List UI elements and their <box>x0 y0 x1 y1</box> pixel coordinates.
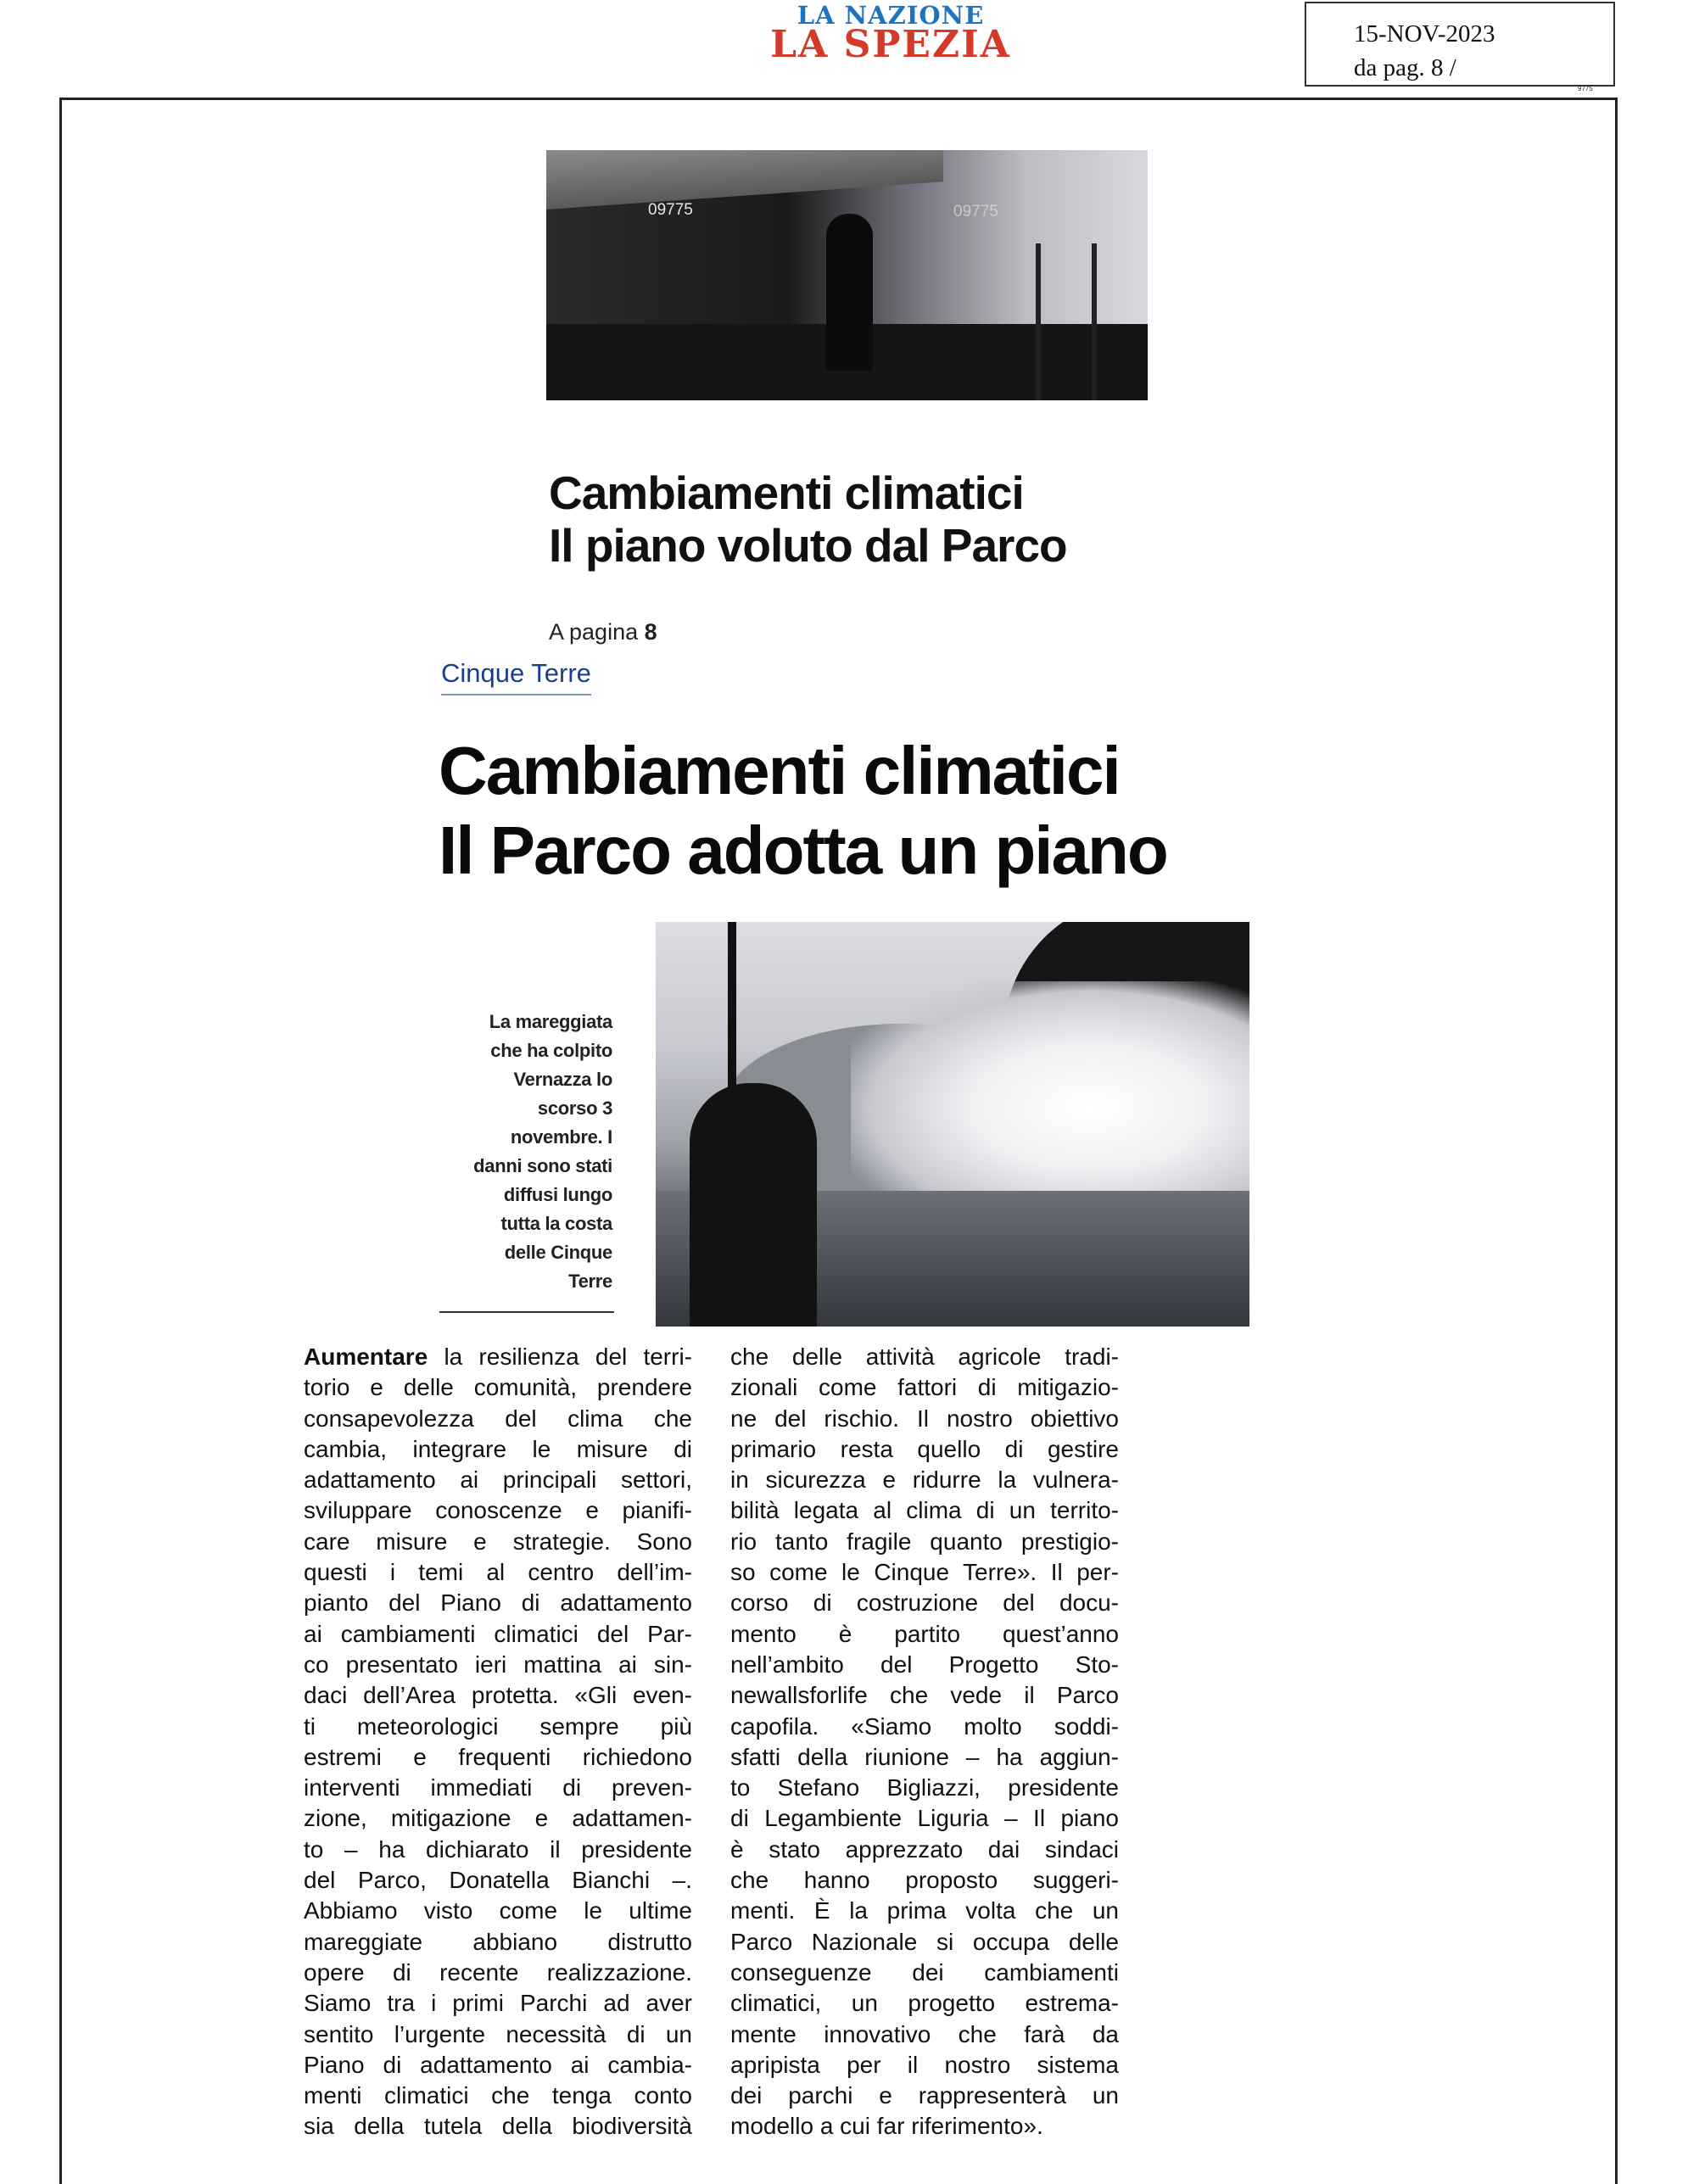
photo-boat-hull <box>546 150 943 209</box>
body-line: bilità legata al clima di un territo- <box>730 1497 1119 1524</box>
article-body-column-left <box>304 1342 692 2142</box>
page-pointer-number: 8 <box>644 619 657 645</box>
body-line: Siamo tra i primi Parchi ad aver <box>304 1990 692 2017</box>
body-line: sia della tutela della biodiversità <box>304 2113 692 2140</box>
body-line: sviluppare conoscenze e pianifi- <box>304 1497 692 1524</box>
body-line: pianto del Piano di adattamento <box>304 1589 692 1617</box>
lead-word: Aumentare <box>304 1343 428 1370</box>
body-line: questi i temi al centro dell’im- <box>304 1559 692 1586</box>
publication-date: 15-NOV-2023 <box>1354 20 1495 47</box>
body-line: zionali come fattori di mitigazio- <box>730 1374 1119 1401</box>
headline-line-2: Il Parco adotta un piano <box>439 813 1167 888</box>
photo-railing <box>1036 243 1097 400</box>
photo-caption <box>433 1008 612 1296</box>
body-line: che hanno proposto suggeri- <box>730 1867 1119 1894</box>
photo-person-silhouette <box>826 214 873 371</box>
body-line: consapevolezza del clima che <box>304 1405 692 1432</box>
date-box <box>1305 2 1615 87</box>
body-line: Parco Nazionale si occupa delle <box>730 1928 1119 1955</box>
article-body-column-right <box>730 1342 1119 2142</box>
body-line: interventi immediati di preven- <box>304 1774 692 1801</box>
photo-storm-surge-vernazza <box>656 922 1249 1327</box>
photo-storm-pier <box>546 150 1148 400</box>
body-line: so come le Cinque Terre». Il per- <box>730 1559 1119 1586</box>
body-line: zione, mitigazione e adattamen- <box>304 1805 692 1832</box>
caption-line: che ha colpito <box>490 1040 612 1061</box>
masthead-top: LA NAZIONE <box>796 1 985 30</box>
newspaper-masthead <box>738 3 1043 64</box>
photo-wave-spray <box>851 981 1249 1210</box>
caption-line: novembre. I <box>510 1126 612 1148</box>
caption-line: La mareggiata <box>489 1011 612 1032</box>
body-line: mento è partito quest’anno <box>730 1620 1119 1647</box>
caption-line: Vernazza lo <box>513 1069 612 1090</box>
teaser-line-2: Il piano voluto dal Parco <box>549 519 1067 572</box>
body-line: to Stefano Bigliazzi, presidente <box>730 1774 1119 1801</box>
body-line: newallsforlife che vede il Parco <box>730 1682 1119 1709</box>
body-line: del Parco, Donatella Bianchi –. <box>304 1867 692 1894</box>
caption-line: danni sono stati <box>473 1155 612 1176</box>
article-headline <box>439 731 1167 891</box>
body-line: co presentato ieri mattina ai sin- <box>304 1651 692 1678</box>
body-line: daci dell’Area protetta. «Gli even- <box>304 1682 692 1709</box>
section-kicker: Cinque Terre <box>441 658 591 695</box>
clipping-code: 9775 <box>1578 85 1593 92</box>
photo-watermark: 09775 <box>648 201 693 219</box>
caption-line: diffusi lungo <box>503 1184 612 1205</box>
body-line: mente innovativo che farà da <box>730 2020 1119 2047</box>
body-line: di Legambiente Liguria – Il piano <box>730 1805 1119 1832</box>
body-line: che delle attività agricole tradi- <box>730 1343 1119 1370</box>
body-line: to – ha dichiarato il presidente <box>304 1835 692 1863</box>
body-line: dei parchi e rappresenterà un <box>730 2082 1119 2109</box>
body-line: nell’ambito del Progetto Sto- <box>730 1651 1119 1678</box>
body-line: sentito l’urgente necessità di un <box>304 2020 692 2047</box>
body-line: corso di costruzione del docu- <box>730 1589 1119 1617</box>
body-line: menti climatici che tenga conto <box>304 2082 692 2109</box>
body-line: Abbiamo visto come le ultime <box>304 1897 692 1924</box>
body-line: cambia, integrare le misure di <box>304 1435 692 1462</box>
body-line: sfatti della riunione – ha aggiun- <box>730 1743 1119 1770</box>
body-line: torio e delle comunità, prendere <box>304 1374 692 1401</box>
caption-line: tutta la costa <box>500 1213 612 1234</box>
headline-line-1: Cambiamenti climatici <box>439 733 1120 808</box>
body-line: ai cambiamenti climatici del Par- <box>304 1620 692 1647</box>
caption-line: scorso 3 <box>537 1098 612 1119</box>
caption-line: Terre <box>568 1271 612 1292</box>
body-line: estremi e frequenti richiedono <box>304 1743 692 1770</box>
body-line: ti meteorologici sempre più <box>304 1712 692 1740</box>
photo-watermark: 09775 <box>953 203 998 221</box>
masthead-bottom: LA SPEZIA <box>770 23 1011 66</box>
body-line: mareggiate abbiano distrutto <box>304 1928 692 1955</box>
body-line: in sicurezza e ridurre la vulnera- <box>730 1466 1119 1494</box>
body-line: climatici, un progetto estrema- <box>730 1990 1119 2017</box>
page-pointer-label: A pagina <box>549 619 639 645</box>
body-line: rio tanto fragile quanto prestigio- <box>730 1528 1119 1555</box>
body-line: è stato apprezzato dai sindaci <box>730 1835 1119 1863</box>
caption-divider <box>439 1311 614 1313</box>
body-line: opere di recente realizzazione. <box>304 1958 692 1986</box>
body-line: modello a cui far riferimento». <box>730 2113 1043 2140</box>
photo-person-silhouette <box>690 1083 817 1327</box>
body-line: ne del rischio. Il nostro obiettivo <box>730 1405 1119 1432</box>
body-line: care misure e strategie. Sono <box>304 1528 692 1555</box>
caption-line: delle Cinque <box>504 1242 612 1263</box>
teaser-line-1: Cambiamenti climatici <box>549 466 1024 519</box>
page-pointer <box>549 619 657 645</box>
body-line: menti. È la prima volta che un <box>730 1897 1119 1924</box>
body-line: apripista per il nostro sistema <box>730 2051 1119 2078</box>
body-line: adattamento ai principali settori, <box>304 1466 692 1494</box>
page-reference: da pag. 8 / <box>1354 54 1456 81</box>
body-line: capofila. «Siamo molto soddi- <box>730 1712 1119 1740</box>
teaser-headline <box>549 466 1067 572</box>
body-line: Piano di adattamento ai cambia- <box>304 2051 692 2078</box>
body-line: primario resta quello di gestire <box>730 1435 1119 1462</box>
body-line: conseguenze dei cambiamenti <box>730 1958 1119 1986</box>
body-line: la resilienza del terri- <box>428 1343 692 1370</box>
